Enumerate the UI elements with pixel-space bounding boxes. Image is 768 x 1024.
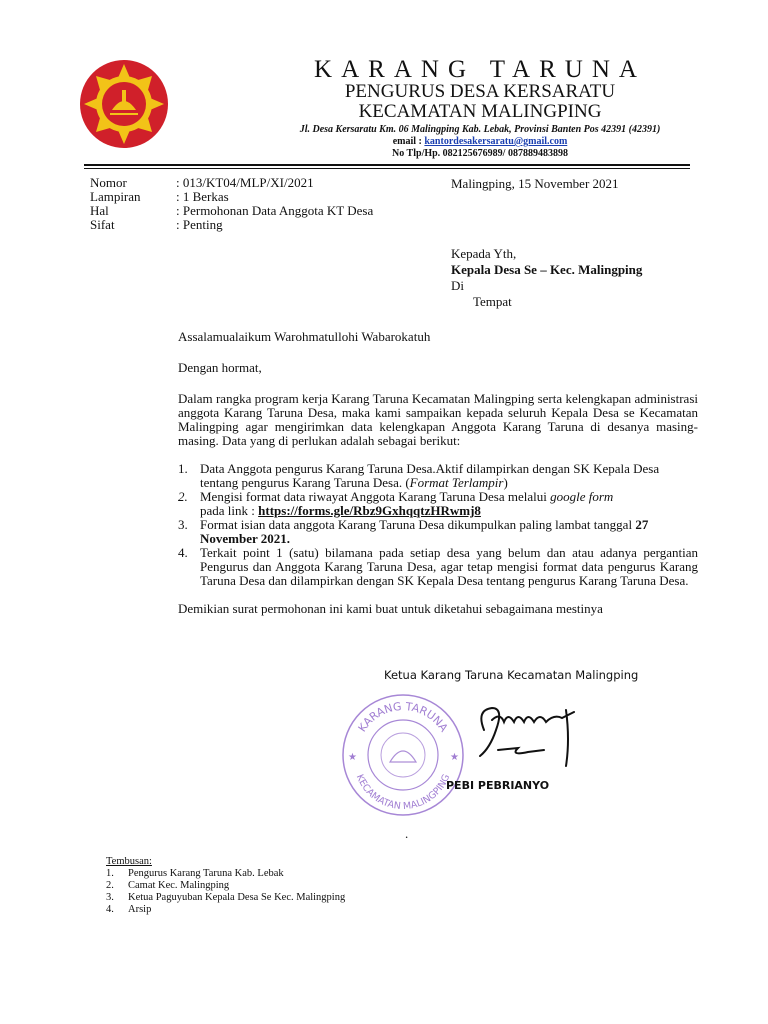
meta-label: Hal	[90, 203, 109, 218]
meta-row	[90, 204, 373, 218]
list-number: 4.	[178, 545, 188, 560]
svg-text:★: ★	[450, 752, 459, 763]
meta-row	[90, 190, 373, 204]
header-rule-thick	[84, 164, 690, 166]
handwritten-signature	[470, 700, 600, 770]
org-phone: No Tlp/Hp. 082125676989/ 087889483898	[392, 148, 568, 159]
meta-row	[90, 218, 373, 232]
greeting: Dengan hormat,	[178, 360, 262, 375]
letter-meta	[90, 176, 373, 232]
list-number: 1.	[178, 461, 188, 476]
letter-date: Malingping, 15 November 2021	[451, 176, 619, 191]
list-number: 3.	[178, 517, 188, 532]
tembusan-title: Tembusan:	[106, 856, 152, 867]
addressee-name: Kepala Desa Se – Kec. Malingping	[451, 262, 643, 277]
meta-row	[90, 176, 373, 190]
list-number: 2.	[178, 489, 188, 504]
official-stamp	[338, 690, 468, 820]
tembusan-block	[106, 856, 345, 916]
letter-body	[178, 330, 698, 616]
svg-text:KECAMATAN MALINGPING: KECAMATAN MALINGPING	[353, 772, 453, 813]
google-form-link[interactable]: https://forms.gle/Rbz9GxhqqtzHRwmj8	[258, 503, 481, 518]
salam: Assalamualaikum Warohmatullohi Wabarokatuh	[178, 329, 431, 344]
list-item: 2. Mengisi format data riwayat Anggota Karang Taruna Desa melalui google form pada link : https://forms.gle/Rbz9GxhqqtzHRwmj8	[178, 489, 614, 518]
karang-taruna-logo	[78, 58, 170, 150]
list-item: 4. Terkait point 1 (satu) bilamana pada setiap desa yang belum dan atau adanya pergantian Pengurus dan Anggota Karang Taruna Desa, agar tetap mengisi format data pengurus Karang Taruna Desa dan dilampirkan dengan SK Kepala Desa tentang pengurus Karang Taruna Desa.	[178, 545, 698, 588]
meta-label: Nomor	[90, 175, 127, 190]
list-item: 4. Arsip	[106, 904, 152, 915]
addressee-di: Di	[451, 278, 464, 293]
org-email-line	[180, 136, 768, 147]
addressee-block	[451, 246, 642, 310]
email-link[interactable]: kantordesakersaratu@gmail.com	[424, 136, 568, 147]
addressee-place: Tempat	[473, 294, 512, 309]
email-label: email :	[392, 136, 425, 147]
meta-label: Sifat	[90, 217, 115, 232]
header-rule-thin	[84, 168, 690, 169]
dot-mark: .	[405, 826, 409, 841]
list-item: 3. Ketua Paguyuban Kepala Desa Se Kec. Malingping	[106, 892, 346, 903]
meta-value: : Permohonan Data Anggota KT Desa	[176, 203, 374, 218]
meta-label: Lampiran	[90, 189, 141, 204]
list-item: 2. Camat Kec. Malingping	[106, 880, 230, 891]
list-item: 1. Data Anggota pengurus Karang Taruna Desa.Aktif dilampirkan dengan SK Kepala Desa tentang pengurus Karang Taruna Desa. (Format Terlampir)	[178, 461, 660, 490]
org-address: Jl. Desa Kersaratu Km. 06 Malingping Kab. Lebak, Provinsi Banten Pos 42391 (42391)	[299, 124, 661, 135]
svg-text:KARANG TARUNA: KARANG TARUNA	[355, 699, 451, 735]
meta-value: : Penting	[176, 217, 223, 232]
closing: Demikian surat permohonan ini kami buat untuk diketahui sebagaimana mestinya	[178, 601, 603, 616]
list-item: 3. Format isian data anggota Karang Taruna Desa dikumpulkan paling lambat tanggal 27 November 2021.	[178, 517, 649, 546]
list-item: 1. Pengurus Karang Taruna Kab. Lebak	[106, 868, 284, 879]
meta-value: : 013/KT04/MLP/XI/2021	[176, 175, 314, 190]
intro-paragraph: Dalam rangka program kerja Karang Taruna Kecamatan Malingping serta kelengkapan administrasi anggota Karang Taruna Desa, maka kami sampaikan kepada seluruh Kepala Desa se Kecamatan Malingping agar mengirimkan data kelengkapan Anggota Karang Taruna di desanya masing-masing. Data yang di perlukan adalah sebagai berikut:	[178, 391, 698, 448]
signature-title: Ketua Karang Taruna Kecamatan Malingping	[384, 668, 639, 682]
org-subtitle-2: KECAMATAN MALINGPING	[358, 101, 602, 122]
request-list	[178, 462, 698, 588]
svg-text:★: ★	[348, 752, 357, 763]
addressee-salutation: Kepada Yth,	[451, 246, 517, 261]
org-subtitle-1: PENGURUS DESA KERSARATU	[344, 81, 616, 102]
meta-value: : 1 Berkas	[176, 189, 229, 204]
signer-name: PEBI PEBRIANYO	[446, 779, 550, 792]
org-name: KARANG TARUNA	[314, 56, 646, 83]
